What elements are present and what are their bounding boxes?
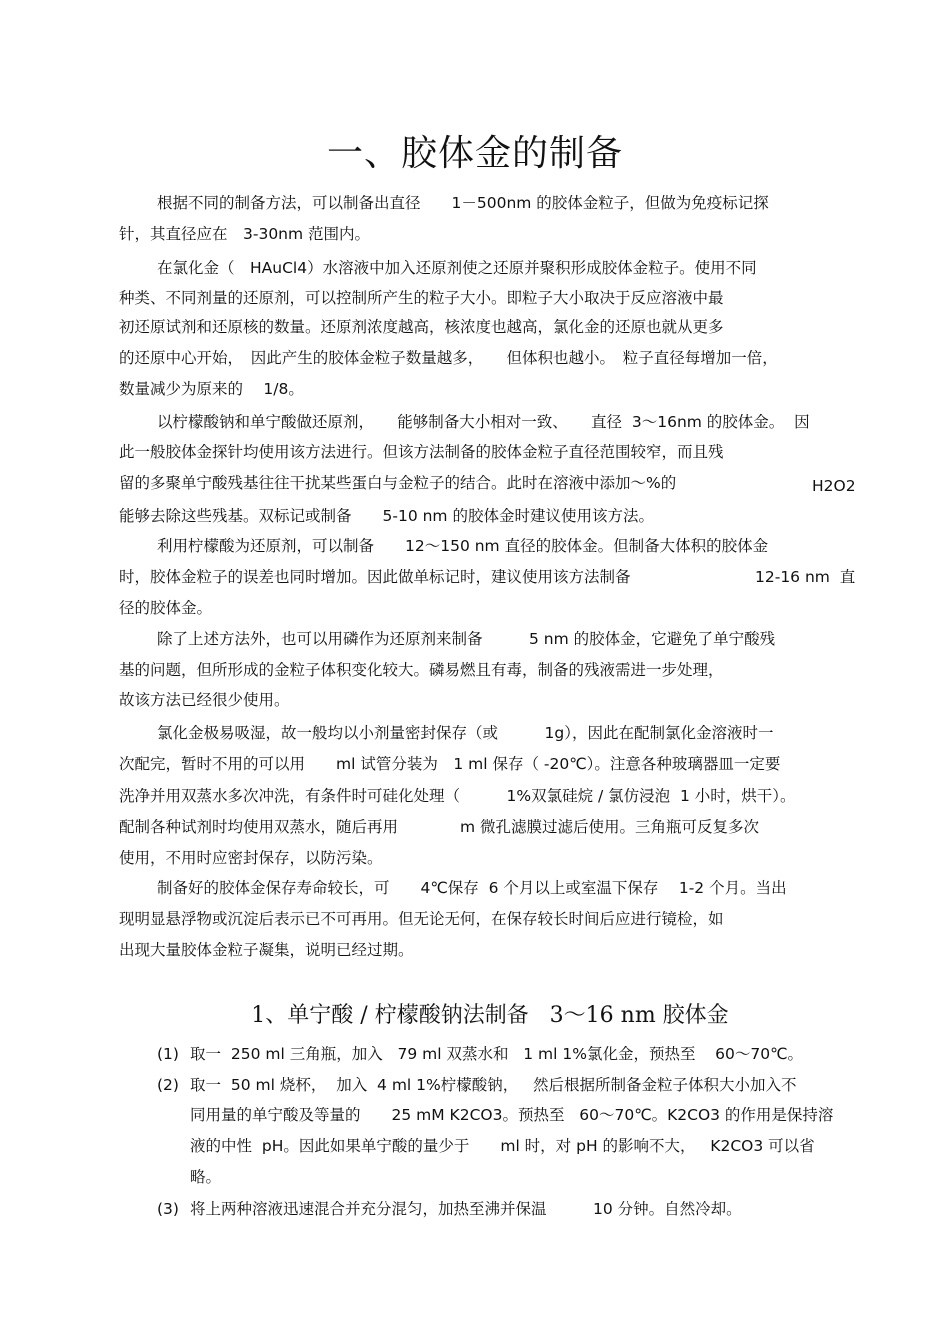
- size-range-text: 12-16 nm 直: [755, 568, 856, 586]
- paragraph-line: 在氯化金（ HAuCl4）水溶液中加入还原剂使之还原并聚积形成胶体金粒子。使用不同: [157, 259, 757, 277]
- paragraph-line: 此一般胶体金探针均使用该方法进行。但该方法制备的胶体金粒子直径范围较窄，而且残: [119, 443, 724, 461]
- paragraph-line: 利用柠檬酸为还原剂，可以制备 12～150 nm 直径的胶体金。但制备大体积的胶体金: [157, 537, 769, 555]
- paragraph-line: 故该方法已经很少使用。: [119, 691, 290, 709]
- step-line: 将上两种溶液迅速混合并充分混匀，加热至沸并保温 10 分钟。自然冷却。: [190, 1200, 742, 1218]
- paragraph-line: 数量减少为原来的 1/8。: [119, 380, 304, 398]
- paragraph-line: 留的多聚单宁酸残基往往干扰某些蛋白与金粒子的结合。此时在溶液中添加～%的: [119, 474, 677, 492]
- paragraph-line: 配制各种试剂时均使用双蒸水，随后再用 m 微孔滤膜过滤后使用。三角瓶可反复多次: [119, 818, 760, 836]
- paragraph-line: 现明显悬浮物或沉淀后表示已不可再用。但无论无何，在保存较长时间后应进行镜检，如: [119, 910, 724, 928]
- paragraph-line: 氯化金极易吸湿，故一般均以小剂量密封保存（或 1g），因此在配制氯化金溶液时一: [157, 724, 774, 742]
- paragraph-line: 除了上述方法外，也可以用磷作为还原剂来制备 5 nm 的胶体金，它避免了单宁酸残: [157, 630, 776, 648]
- step-line: 液的中性 pH。因此如果单宁酸的量少于 ml 时，对 pH 的影响不大， K2CO3 可以省: [190, 1137, 815, 1155]
- paragraph-line: 能够去除这些残基。双标记或制备 5-10 nm 的胶体金时建议使用该方法。: [119, 507, 654, 525]
- paragraph-line: 种类、不同剂量的还原剂，可以控制所产生的粒子大小。即粒子大小取决于反应溶液中最: [119, 289, 724, 307]
- paragraph-line: 的还原中心开始， 因此产生的胶体金粒子数量越多， 但体积也越小。 粒子直径每增加一倍，: [119, 349, 778, 367]
- step-line: 同用量的单宁酸及等量的 25 mM K2CO3。预热至 60～70℃。K2CO3 的作用是保持溶: [190, 1106, 834, 1124]
- paragraph-line: 径的胶体金。: [119, 599, 213, 617]
- step-number: (3): [157, 1200, 179, 1218]
- paragraph-line: 根据不同的制备方法，可以制备出直径 1－500nm 的胶体金粒子，但做为免疫标记探: [157, 194, 769, 212]
- paragraph-line: 初还原试剂和还原核的数量。还原剂浓度越高，核浓度也越高，氯化金的还原也就从更多: [119, 318, 724, 336]
- step-number: (1): [157, 1045, 179, 1063]
- paragraph-line: 基的问题，但所形成的金粒子体积变化较大。磷易燃且有毒，制备的残液需进一步处理，: [119, 661, 724, 679]
- paragraph-line: 出现大量胶体金粒子凝集，说明已经过期。: [119, 941, 414, 959]
- step-line: 取一 50 ml 烧杯， 加入 4 ml 1%柠檬酸钠， 然后根据所制备金粒子体积大小加入不: [190, 1076, 797, 1094]
- paragraph-line: 制备好的胶体金保存寿命较长，可 4℃保存 6 个月以上或室温下保存 1-2 个月。当出: [157, 879, 787, 897]
- paragraph-line: 以柠檬酸钠和单宁酸做还原剂， 能够制备大小相对一致、 直径 3～16nm 的胶体金。 因: [157, 413, 810, 431]
- paragraph-line: 时，胶体金粒子的误差也同时增加。因此做单标记时，建议使用该方法制备: [119, 568, 631, 586]
- step-number: (2): [157, 1076, 179, 1094]
- step-line: 取一 250 ml 三角瓶，加入 79 ml 双蒸水和 1 ml 1%氯化金，预热至 60～70℃。: [190, 1045, 804, 1063]
- paragraph-line: 次配完，暂时不用的可以用 ml 试管分装为 1 ml 保存（ -20℃）。注意各种玻璃器皿一定要: [119, 755, 781, 773]
- paragraph-line: 针，其直径应在 3-30nm 范围内。: [119, 225, 371, 243]
- section-subtitle: 1、单宁酸 / 柠檬酸钠法制备 3～16 nm 胶体金: [251, 1003, 729, 1028]
- page-title: 一、胶体金的制备: [326, 133, 623, 174]
- paragraph-line: 使用，不用时应密封保存，以防污染。: [119, 849, 383, 867]
- paragraph-line: 洗净并用双蒸水多次冲洗，有条件时可硅化处理（ 1%双氯硅烷 / 氯仿浸泡 1 小时，烘干）。: [119, 787, 796, 805]
- step-line: 略。: [190, 1168, 222, 1186]
- h2o2-formula: H2O2: [812, 477, 856, 495]
